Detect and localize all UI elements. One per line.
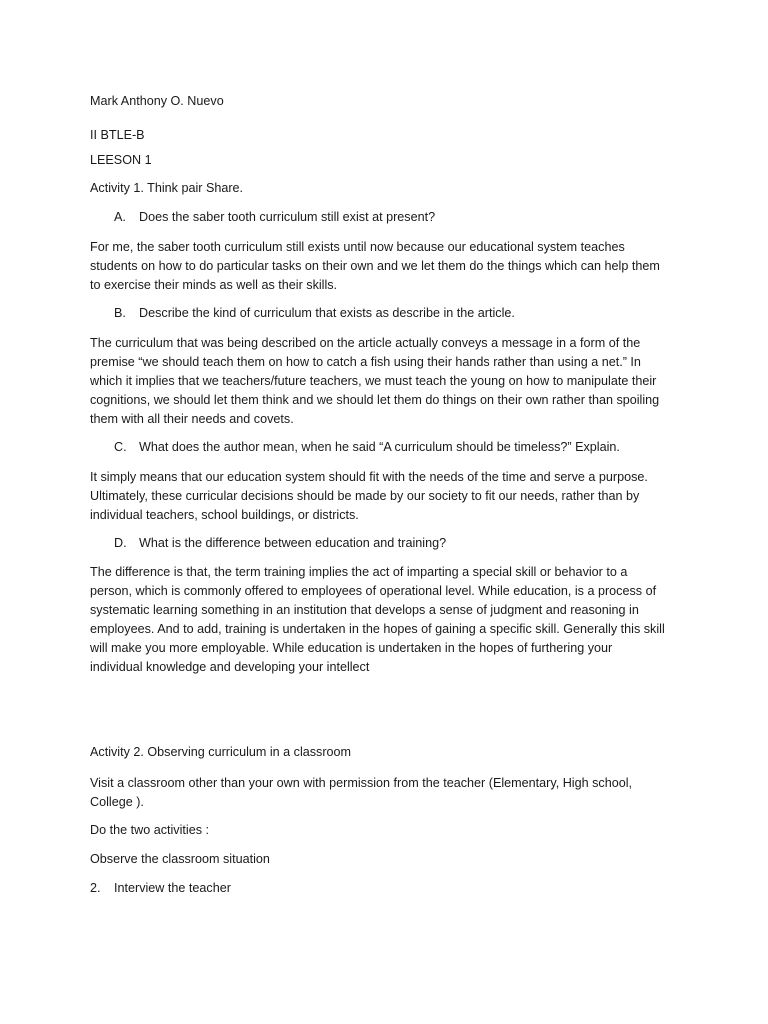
question-b xyxy=(114,306,515,320)
activity1-title: Activity 1. Think pair Share. xyxy=(90,181,244,195)
item-number: 2. xyxy=(90,881,101,895)
answer-line: Ultimately, these curricular decisions should be made by our society to fit our needs, rather than by xyxy=(90,489,640,503)
answer-line: to exercise their minds as well as their skills. xyxy=(90,278,338,292)
question-text: What does the author mean, when he said “A curriculum should be timeless?” Explain. xyxy=(139,440,620,454)
question-marker: C. xyxy=(114,440,127,454)
answer-line: It simply means that our education system should fit with the needs of the time and serve a purpose. xyxy=(90,470,648,484)
question-marker: B. xyxy=(114,306,126,320)
instruction-line: Visit a classroom other than your own with permission from the teacher (Elementary, High school, xyxy=(90,776,632,790)
question-text: Does the saber tooth curriculum still exist at present? xyxy=(139,210,436,224)
activity2-do-label: Do the two activities : xyxy=(90,823,209,837)
activity2-title: Activity 2. Observing curriculum in a classroom xyxy=(90,745,352,759)
lesson-title: LEESON 1 xyxy=(90,153,152,167)
instruction-line: College ). xyxy=(90,795,144,809)
question-c xyxy=(114,440,620,454)
answer-line: will make you more employable. While education is undertaken in the hopes of furthering your xyxy=(90,641,613,655)
answer-line: employees. And to add, training is undertaken in the hopes of gaining a specific skill. Generally this skill xyxy=(90,622,665,636)
answer-line: students on how to do particular tasks on their own and we let them do the things which can help them xyxy=(90,259,660,273)
question-text: What is the difference between education and training? xyxy=(139,536,447,550)
question-a xyxy=(114,210,435,224)
question-marker: A. xyxy=(114,210,126,224)
answer-line: The curriculum that was being described on the article actually conveys a message in a form of the xyxy=(90,336,641,350)
activity2-item-1: Observe the classroom situation xyxy=(90,852,270,866)
question-text: Describe the kind of curriculum that exists as describe in the article. xyxy=(139,306,515,320)
answer-line: cognitions, we should let them think and we should let them do things on their own rather than spoiling xyxy=(90,393,660,407)
item-text: Interview the teacher xyxy=(114,881,231,895)
answer-c xyxy=(90,468,690,525)
answer-line: individual teachers, school buildings, or districts. xyxy=(90,508,359,522)
question-marker: D. xyxy=(114,536,127,550)
answer-b xyxy=(90,334,690,429)
answer-line: individual knowledge and developing your intellect xyxy=(90,660,370,674)
answer-line: which it implies that we teachers/future teachers, we must teach the young on how to manipulate their xyxy=(90,374,657,388)
activity2-item-2 xyxy=(90,881,231,895)
answer-line: premise “we should teach them on how to catch a fish using their hands rather than using a net.” In xyxy=(90,355,641,369)
question-d xyxy=(114,536,446,550)
class-section: II BTLE-B xyxy=(90,128,145,142)
answer-line: person, which is commonly offered to employees of operational level. While education, is a process of xyxy=(90,584,657,598)
author-name: Mark Anthony O. Nuevo xyxy=(90,94,224,108)
answer-line: For me, the saber tooth curriculum still exists until now because our educational system teaches xyxy=(90,240,625,254)
answer-line: The difference is that, the term training implies the act of imparting a special skill or behavior to a xyxy=(90,565,628,579)
answer-line: systematic learning something in an institution that develops a sense of judgment and reasoning in xyxy=(90,603,639,617)
answer-d xyxy=(90,563,690,677)
activity2-instruction xyxy=(90,774,690,812)
answer-line: them with all their needs and covets. xyxy=(90,412,294,426)
answer-a xyxy=(90,238,690,295)
